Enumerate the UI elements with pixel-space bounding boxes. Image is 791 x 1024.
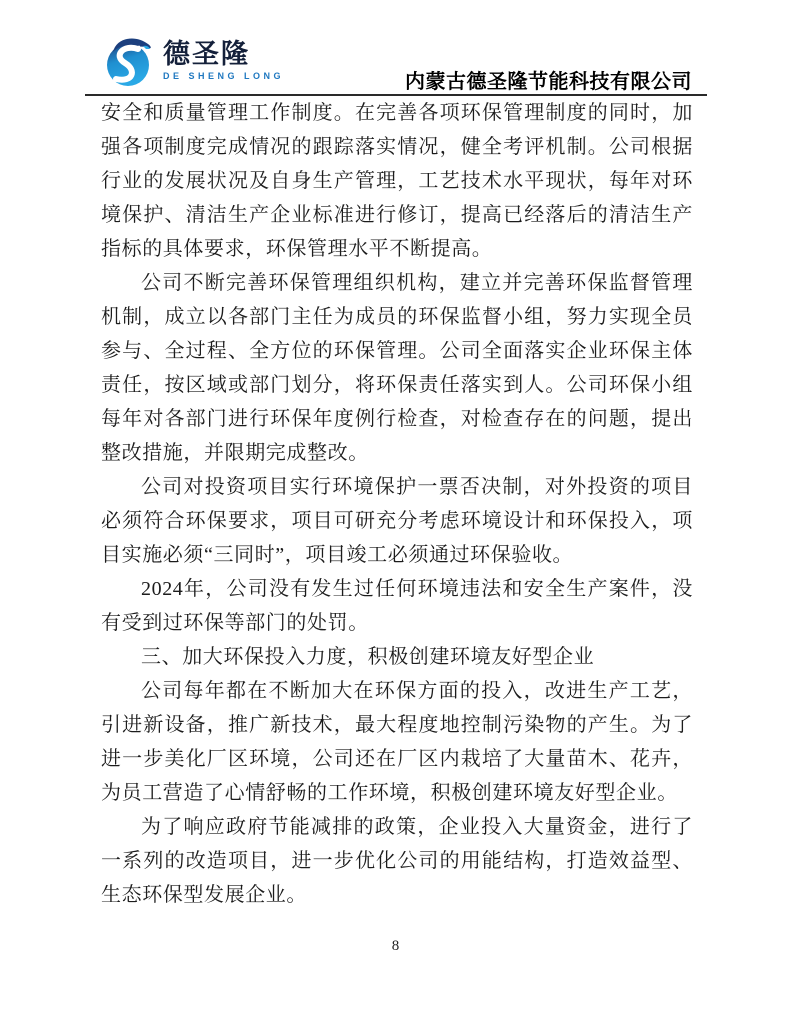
body-paragraph: 公司每年都在不断加大在环保方面的投入，改进生产工艺，引进新设备，推广新技术，最大程度地控制污染物的产生。为了进一步美化厂区环境，公司还在厂区内栽培了大量苗木、花卉，为员工营造了心情舒畅的工作环境，积极创建环境友好型企业。	[101, 680, 693, 804]
body-paragraph: 2024年，公司没有发生过任何环境违法和安全生产案件，没有受到过环保等部门的处罚。	[101, 578, 693, 634]
dragon-sphere-logo-icon	[103, 32, 157, 90]
body-paragraph: 公司不断完善环保管理组织机构，建立并完善环保监督管理机制，成立以各部门主任为成员的环保监督小组，努力实现全员参与、全过程、全方位的环保管理。公司全面落实企业环保主体责任，按区域或部门划分，将环保责任落实到人。公司环保小组每年对各部门进行环保年度例行检查，对检查存在的问题，提出整改措施，并限期完成整改。	[101, 272, 693, 464]
logo-name-chinese: 德圣隆	[163, 39, 250, 69]
page-number: 8	[391, 938, 400, 954]
company-name: 内蒙古德圣隆节能科技有限公司	[405, 71, 692, 93]
document-body	[101, 96, 693, 912]
body-paragraph: 安全和质量管理工作制度。在完善各项环保管理制度的同时，加强各项制度完成情况的跟踪落实情况，健全考评机制。公司根据行业的发展状况及自身生产管理，工艺技术水平现状，每年对环境保护、清洁生产企业标准进行修订，提高已经落后的清洁生产指标的具体要求，环保管理水平不断提高。	[101, 102, 693, 260]
body-paragraph: 为了响应政府节能减排的政策，企业投入大量资金，进行了一系列的改造项目，进一步优化公司的用能结构，打造效益型、生态环保型发展企业。	[101, 816, 693, 906]
logo-name-english: DE SHENG LONG	[163, 71, 285, 81]
body-paragraph: 公司对投资项目实行环境保护一票否决制，对外投资的项目必须符合环保要求，项目可研充分考虑环境设计和环保投入，项目实施必须“三同时”，项目竣工必须通过环保验收。	[101, 476, 693, 566]
page-header	[85, 28, 707, 94]
logo-text	[163, 41, 284, 81]
company-logo	[103, 32, 284, 90]
section-heading: 三、加大环保投入力度，积极创建环境友好型企业	[141, 646, 595, 668]
